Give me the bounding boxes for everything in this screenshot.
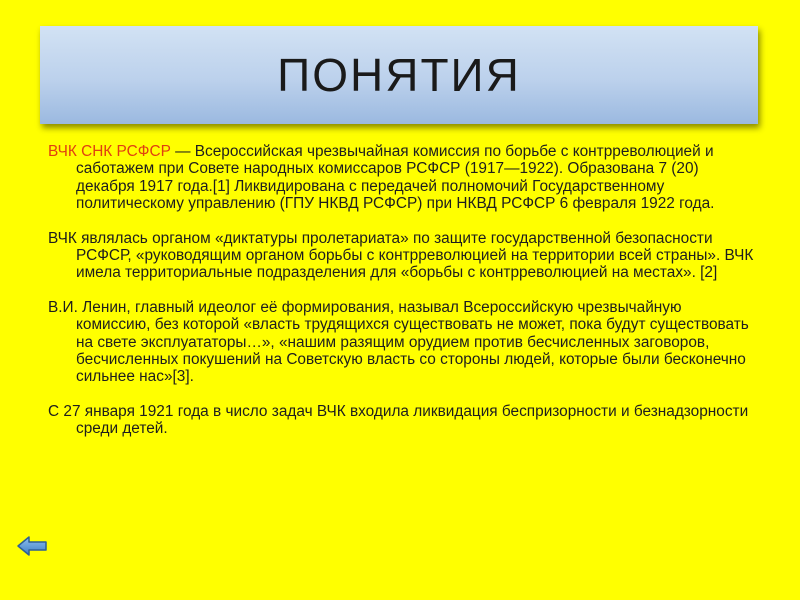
paragraph-role: ВЧК являлась органом «диктатуры пролетариата» по защите государственной безопасности РСФСР, «руководящим органом борьбы с контрреволюцией на территории всей страны». ВЧК имела территориальные подразделения для «борьбы с контрреволюцией на местах». [2]: [48, 229, 754, 282]
paragraph-lenin: В.И. Ленин, главный идеолог её формирования, называл Всероссийскую чрезвычайную комиссию, без которой «власть трудящихся существовать не может, пока будут существовать на свете эксплуататоры…», «нашим разящим орудием против бесчисленных заговоров, бесчисленных покушений на Советскую власть со стороны людей, которые были бесконечно сильнее нас»[3].: [48, 298, 749, 386]
arrow-left-icon: [16, 534, 48, 558]
paragraph-definition: [48, 143, 758, 213]
paragraph-1921: С 27 января 1921 года в число задач ВЧК входила ликвидация беспризорности и безнадзорности среди детей.: [48, 402, 749, 438]
title-box: [40, 26, 758, 124]
slide-body: [48, 143, 758, 455]
term-lead: ВЧК СНК РСФСР: [48, 143, 171, 160]
back-button[interactable]: [16, 534, 48, 558]
definition-text: — Всероссийская чрезвычайная комиссия по борьбе с контрреволюцией и саботажем при Совете народных комиссаров РСФСР (1917—1922). Образована 7 (20) декабря 1917 года.[1] Ликвидирована с передачей полномочий Государственному политическому управлению (ГПУ НКВД РСФСР) при НКВД РСФСР 6 февраля 1922 года.: [76, 143, 715, 213]
slide-title: ПОНЯТИЯ: [277, 49, 521, 101]
